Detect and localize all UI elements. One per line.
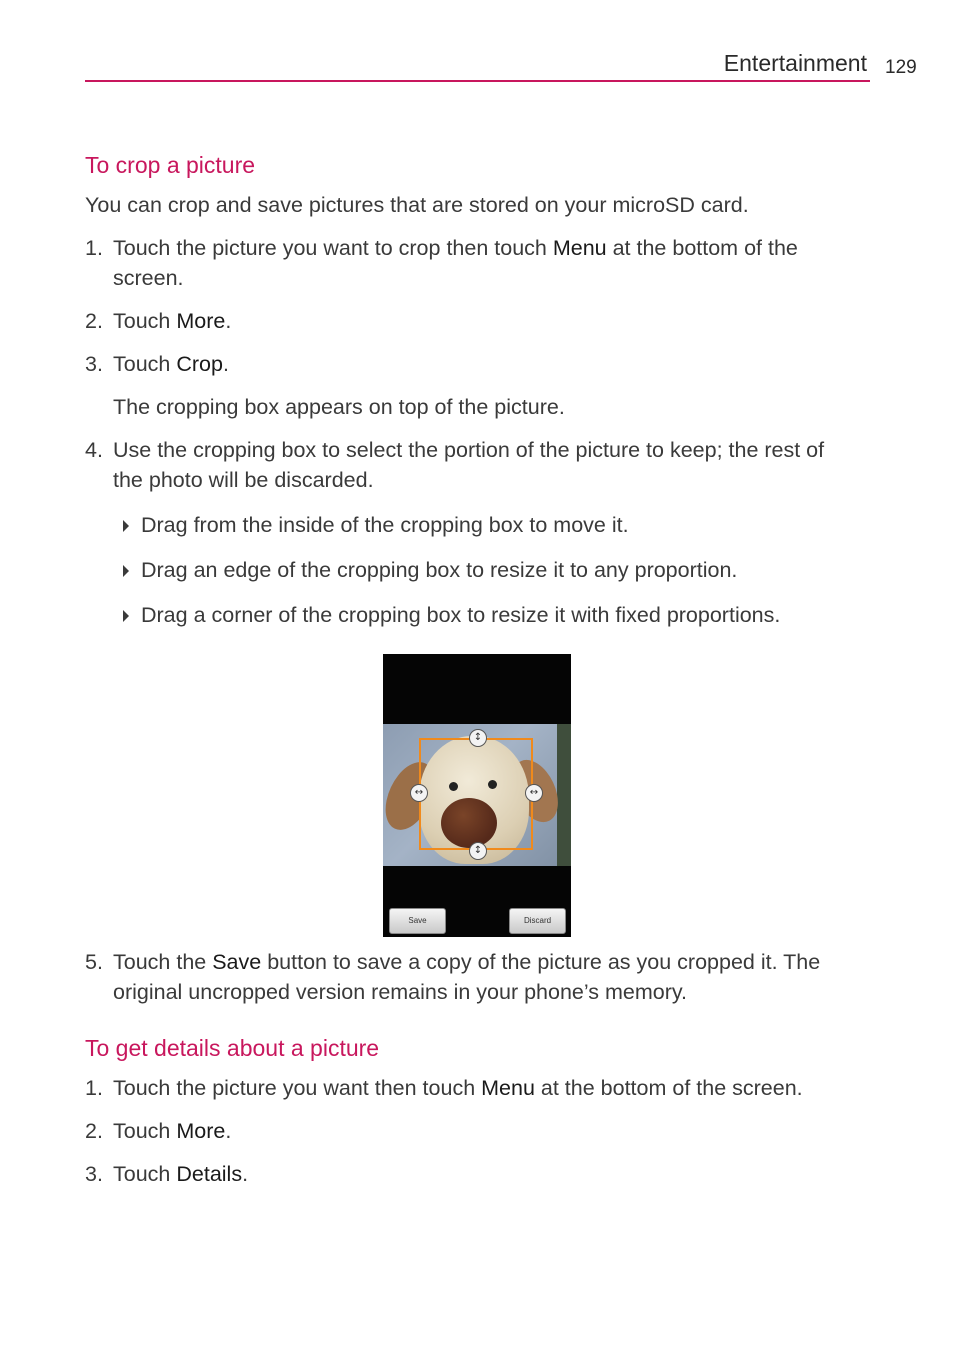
details-section <box>85 1033 855 1189</box>
step-number: 1. <box>85 1076 103 1100</box>
triangle-bullet-icon <box>123 610 129 622</box>
details-steps <box>85 1073 855 1189</box>
step-text: Touch the <box>113 950 213 974</box>
crop-steps-final <box>85 947 855 1007</box>
crop-screenshot-figure <box>383 654 571 937</box>
crop-heading: To crop a picture <box>85 152 256 178</box>
bullet-text: Drag a corner of the cropping box to resize it with fixed proportions. <box>141 603 781 627</box>
more-term: More <box>176 1119 226 1143</box>
bullet-text: Drag an edge of the cropping box to resize it to any proportion. <box>141 558 738 582</box>
step-text: Touch the picture you want then touch <box>113 1076 482 1100</box>
step-text: . <box>242 1162 249 1186</box>
triangle-bullet-icon <box>123 520 129 532</box>
bullet-item <box>113 600 855 630</box>
header-rule <box>85 80 870 82</box>
resize-vertical-handle-icon[interactable]: ↕ <box>469 842 487 860</box>
crop-step-3 <box>85 349 855 379</box>
bullet-item <box>113 510 855 540</box>
crop-step-5 <box>85 947 855 1007</box>
step-text: . <box>225 1119 232 1143</box>
resize-vertical-handle-icon[interactable]: ↕ <box>469 729 487 747</box>
more-term: More <box>176 309 226 333</box>
header-section-title: Entertainment <box>723 50 867 76</box>
step-number: 1. <box>85 236 103 260</box>
resize-horizontal-handle-icon[interactable]: ↔ <box>410 784 428 802</box>
step-text: button to save a copy of the picture as you cropped it. The original uncropped version remains in your phone’s memory. <box>113 950 821 1004</box>
photo-area <box>383 724 571 866</box>
step-text: Touch <box>113 352 177 376</box>
crop-step-3-note: The cropping box appears on top of the picture. <box>113 395 565 419</box>
crop-term: Crop <box>176 352 223 376</box>
step-text: . <box>222 352 229 376</box>
bullet-text: Drag from the inside of the cropping box to move it. <box>141 513 629 537</box>
details-heading: To get details about a picture <box>85 1035 380 1061</box>
details-step-1 <box>85 1073 855 1103</box>
step-number: 3. <box>85 1162 103 1186</box>
step-number: 5. <box>85 950 103 974</box>
crop-step-1 <box>85 233 855 293</box>
step-number: 2. <box>85 309 103 333</box>
step-number: 4. <box>85 438 103 462</box>
menu-term: Menu <box>552 236 607 260</box>
crop-bullets <box>85 510 855 630</box>
save-term: Save <box>212 950 262 974</box>
step-text: at the bottom of the screen. <box>534 1076 803 1100</box>
step-text: Touch <box>113 309 177 333</box>
step-text: Touch <box>113 1162 177 1186</box>
crop-steps-cont <box>85 435 855 495</box>
details-term: Details <box>176 1162 243 1186</box>
cropping-box[interactable] <box>419 738 533 850</box>
crop-steps <box>85 233 855 379</box>
step-text: Touch <box>113 1119 177 1143</box>
menu-term: Menu <box>481 1076 535 1100</box>
crop-intro: You can crop and save pictures that are stored on your microSD card. <box>85 193 749 217</box>
triangle-bullet-icon <box>123 565 129 577</box>
step-text: Use the cropping box to select the portion of the picture to keep; the rest of the photo will be discarded. <box>113 438 825 492</box>
step-number: 3. <box>85 352 103 376</box>
page-content <box>85 150 855 1189</box>
discard-button[interactable]: Discard <box>509 908 566 934</box>
crop-step-4 <box>85 435 855 495</box>
step-text: at the bottom of the screen. <box>113 236 798 290</box>
bullet-item <box>113 555 855 585</box>
step-number: 2. <box>85 1119 103 1143</box>
details-step-2 <box>85 1116 855 1146</box>
resize-horizontal-handle-icon[interactable]: ↔ <box>525 784 543 802</box>
step-text: Touch the picture you want to crop then touch <box>113 236 553 260</box>
step-text: . <box>225 309 232 333</box>
save-button[interactable]: Save <box>389 908 446 934</box>
page-number: 129 <box>885 57 917 78</box>
photo-background <box>557 724 571 866</box>
details-step-3 <box>85 1159 855 1189</box>
crop-step-2 <box>85 306 855 336</box>
